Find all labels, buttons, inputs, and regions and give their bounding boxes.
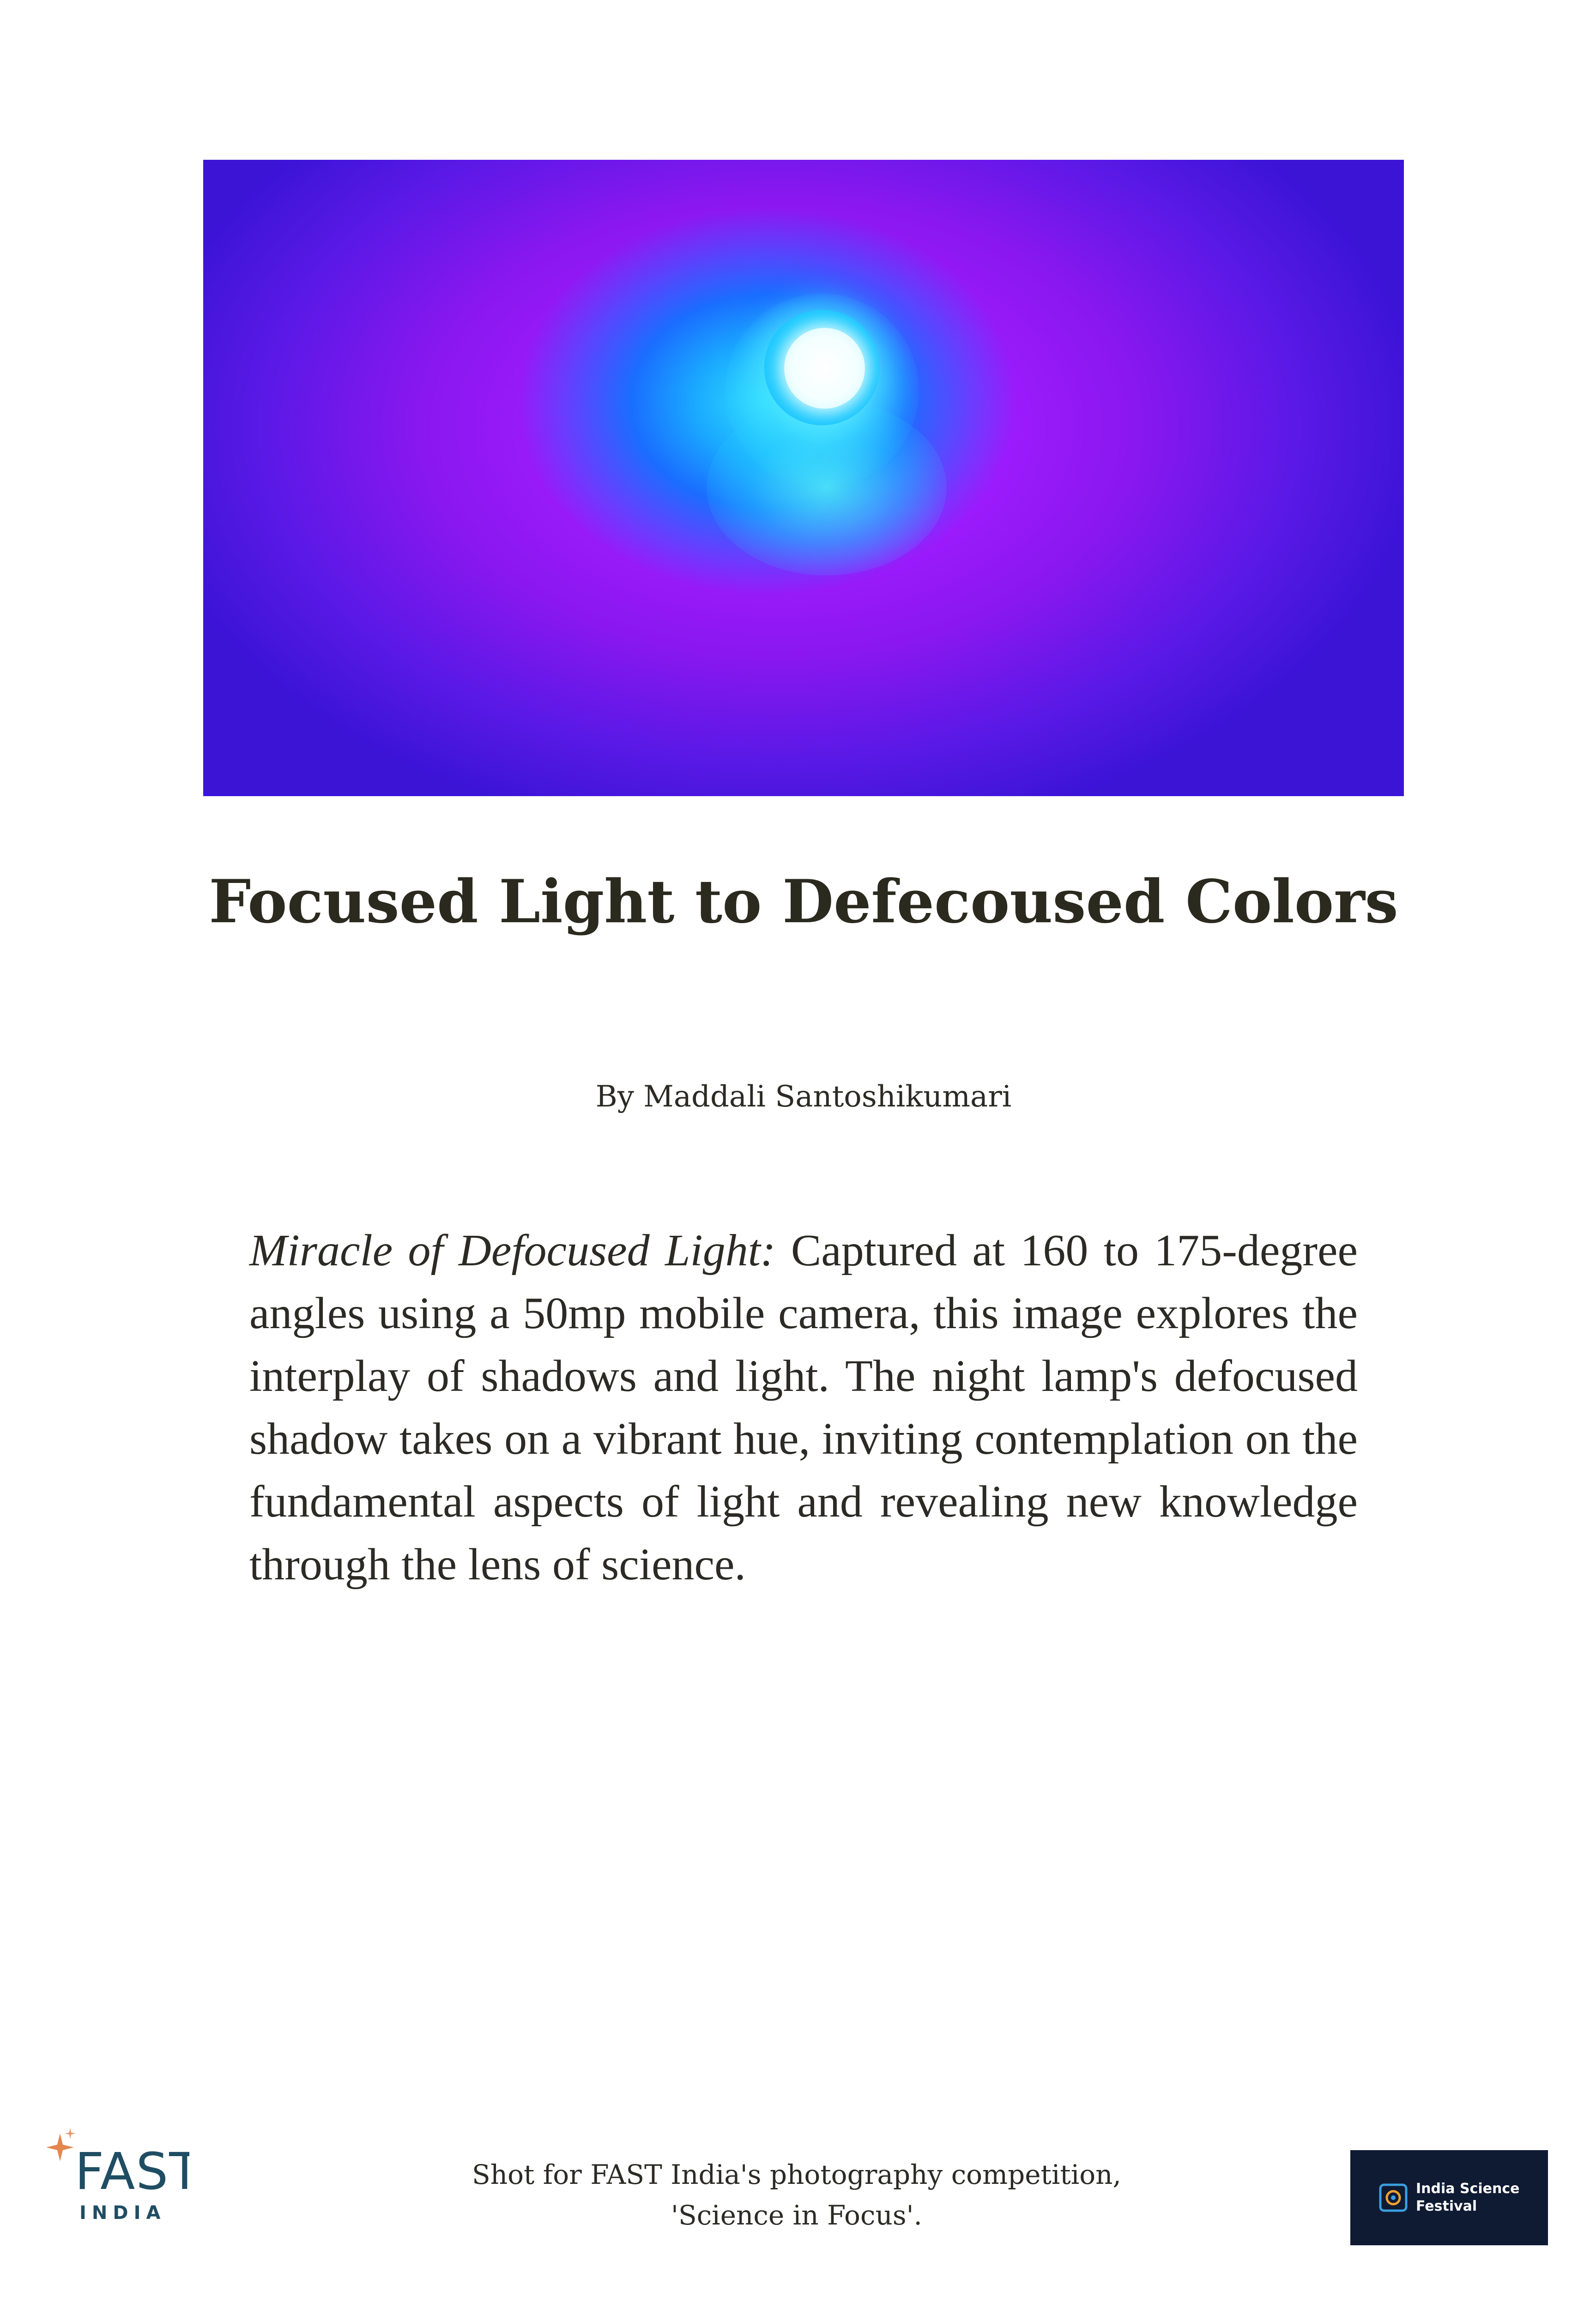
body-text: Captured at 160 to 175-degree angles using a 50mp mobile camera, this image explores the interplay of shadows and light. The night lamp's defocused shadow takes on a vibrant hue, inviting contemplation on the fundamental aspects of light and revealing new knowledge through the lens of science. <box>249 1226 1358 1590</box>
sparkle-icon <box>46 2128 76 2161</box>
page-title: Focused Light to Defecoused Colors <box>209 867 1398 937</box>
body-lead: Miracle of Defocused Light: <box>249 1226 776 1275</box>
isf-line2: Festival <box>1416 2198 1477 2214</box>
footer-caption-line2: 'Science in Focus'. <box>671 2200 922 2231</box>
lamp-bulb <box>784 328 865 409</box>
article-body <box>249 1219 1358 1596</box>
fast-india-logo-graphic <box>42 2115 189 2235</box>
footer-caption-line1: Shot for FAST India's photography competition, <box>472 2159 1121 2190</box>
fast-india-logo <box>42 2115 189 2235</box>
fast-logo-name: FAST <box>75 2142 189 2201</box>
author-byline: By Maddali Santoshikumari <box>595 1080 1012 1114</box>
india-science-festival-badge <box>1350 2150 1548 2245</box>
hero-photo <box>203 160 1404 796</box>
isf-logo-icon <box>1379 2183 1408 2212</box>
footer-caption <box>416 2154 1178 2236</box>
isf-line1: India Science <box>1416 2181 1520 2197</box>
fast-logo-subtitle: INDIA <box>79 2202 166 2224</box>
